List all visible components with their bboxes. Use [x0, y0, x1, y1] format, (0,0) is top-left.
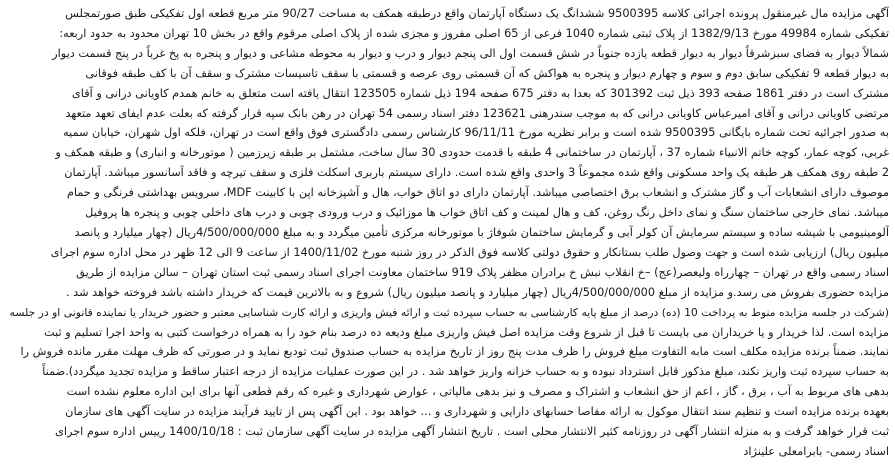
notice-line-10: موصوف دارای انشعابات آب و گاز مشترک و انشعاب برق اختصاصی میباشد. آپارتمان دارای دو اتاق خواب، هال و آشپزخانه اپن با کابینت MDF، سرویس بهداشتی فرنگی و حمام — [66, 186, 889, 200]
notice-line-12: آلومینیومی با شیشه ساده و سیستم سرمایش آن کولر آبی و گرمایش ساختمان شوفاژ با موتورخانه مرکزی تأمین میگردد و به مبلغ 4/500/000/000ریال (چهار میلیارد و پانصد — [74, 225, 889, 239]
notice-line-21: بعهده برنده مزایده است و تنظیم سند انتقال موکول به ارائه مفاصا حسابهای دارایی و شهرداری و ... خواهد بود . این آگهی پس از تایید فرآیند مزایده در سایت آگهی های سازمان — [65, 405, 889, 419]
notice-line-5: مشترک است در دفتر 1861 صفحه 393 ذیل ثبت 301392 که بعدا به دفتر 675 صفحه 194 ذیل شماره 123505 انتقال یافته است متعلق به خانم همدم کاویانی درانی و آقای — [71, 86, 889, 100]
notice-line-6: مرتضی کاویانی درانی و آقای امیرعباس کاویانی درانی که به موجب سندرهنی 123621 دفتر اسناد رسمی 54 تهران در رهن بانک سپه قرار گرفته که بعلت عدم ایفای تعهد متعهد — [65, 106, 889, 120]
notice-line-7: به صدور اجرائیه تحت شماره بایگانی 9500395 شده است و برابر نظریه مورخ 96/11/11 کارشناس رسمی دادگستری فوق واقع است در تهران، فلکه اول شهران، خیابان سمیه — [63, 126, 889, 140]
notice-line-19: به حساب سپرده ثبت واریز نکند، مبلغ مذکور قابل استرداد نبوده و به حساب خزانه واریز خواهد شد . در این صورت عملیات مزایده از درجه اعتبار ساقط و مزایده تجدید میگردد).ضمناً — [42, 365, 889, 379]
notice-line-15: مزایده حضوری بفروش می رسد.و مزایده از مبلغ 4/500/000/000ریال (چهار میلیارد و پانصد میلیون ریال) شروع و به بالاترین قیمت که خریدار داشته باشد فروخته خواهد شد . — [65, 285, 889, 299]
notice-paragraph — [6, 4, 889, 462]
notice-line-17: مزایده است. لذا خریدار و یا خریداران می بایست تا قبل از شروع وقت مزایده اصل فیش واریزی مبلغ ودیعه ده درصد بنام خود را به همراه درخواست کتبی به واحد اجرا تسلیم و ثبت — [43, 325, 889, 339]
notice-line-14: اسناد رسمی واقع در تهران – چهارراه ولیعصر(عج) –خ انقلاب نبش خ برادران مظفر پلاک 919 ساختمان معاونت اجرای اسناد رسمی ثبت استان تهران – سالن مزایده از طریق — [76, 265, 889, 279]
notice-line-16: (شرکت در جلسه مزایده منوط به پرداخت 10 (ده) درصد از مبلغ پایه کارشناسی به حساب سپرده ثبت و ارائه فیش واریزی و ارائه کارت شناسایی معتبر و حضور خریدار یا نماینده قانونی او در جلسه — [9, 305, 889, 319]
notice-line-1: آگهی مزایده مال غیرمنقول پرونده اجرائی کلاسه 9500395 ششدانگ یک دستگاه آپارتمان واقع درطبقه همکف به مساحت 90/27 متر مربع قطعه اول تفکیکی طبق صورتمجلس — [65, 7, 889, 20]
notice-line-4: به دیوار قطعه 9 تفکیکی سابق دوم و سوم و چهارم دیوار و پنجره به هواکش که آن قسمتی روی عرصه و قسمتی با سقف تاسیسات مشترک و سقف آن با کف طبقه فوقانی — [85, 66, 889, 80]
notice-line-23: اسناد رسمی- بابرامعلی علینژاد — [743, 444, 889, 458]
notice-line-18: نمایند. ضمناً برنده مزایده مکلف است مابه التفاوت مبلغ فروش را ظرف مدت پنج روز از تاریخ مزایده به حساب صندوق ثبت تودیع نماید و در صورتی که ظرف مهلت مقرر مانده فروش را — [20, 345, 889, 359]
notice-line-9: 2 طبقه روی همکف هر طبقه یک واحد مسکونی واقع شده مجموعاً 3 واحدی واقع شده است. دارای سیستم باربری اسکلت فلزی و سقف تیرچه و فاقد آسانسور میباشد. آپارتمان — [64, 166, 889, 180]
auction-notice-text — [6, 4, 889, 469]
notice-line-2: تفکیکی شماره 49984 مورخ 1382/9/13 از پلاک ثبتی شماره 1040 فرعی از 65 اصلی مفروز و مجزی شده از پلاک اصلی مرقوم واقع در بخش 10 تهران محدود به حدود اربعه: — [59, 26, 889, 40]
notice-line-13: میلیون ریال) ارزیابی شده است و جهت وصول طلب بستانکار و حقوق دولتی کلاسه فوق الذکر در روز شنبه مورخ 1400/11/02 از ساعت 9 الی 12 ظهر در محل اداره سوم اجرای — [50, 245, 889, 259]
notice-line-8: غربی، کوچه عمار، کوچه خاتم الانبیاء شماره 37 ، آپارتمان در ساختمانی 4 طبقه با قدمت حدودی 30 سال ساخت، مشتمل بر طبقه زیرزمین ( موتورخانه و انباری) و طبقه همکف و — [55, 146, 889, 160]
notice-line-20: بدهی های مربوط به آب ، برق ، گاز ، اعم از حق انشعاب و اشتراک و مصرف و نیز بدهی مالیاتی ، عوارض شهرداری و غیره که رقم قطعی آنها برای این اداره معلوم نشده است — [66, 385, 889, 399]
notice-line-3: شمالاً دیوار به فضای سبزشرقاً دیوار به دیوار قطعه یازده جنوباً در شش قسمت اول الی پنجم دیوار و درب و دیوار به محوطه مشاعی و دیوار و پنجره به پخ غرباً در پنج قسمت دیوار — [52, 46, 889, 60]
notice-line-11: میباشد. نمای خارجی ساختمان سنگ و نمای داخل رنگ روغن، کف و هال لمینت و کف اتاق خواب ها موزائیک و درب ورودی چوبی و درب های داخلی چوبی و پنجره ها پروفیل — [85, 206, 889, 220]
notice-line-22: ثبت قرار خواهد گرفت و به منزله انتشار آگهی در روزنامه کثیر الانتشار محلی است . تاریخ انتشار آگهی مزایده در سایت آگهی سازمان ثبت : 1400/10/18 رییس اداره سوم اجرای — [54, 425, 889, 439]
